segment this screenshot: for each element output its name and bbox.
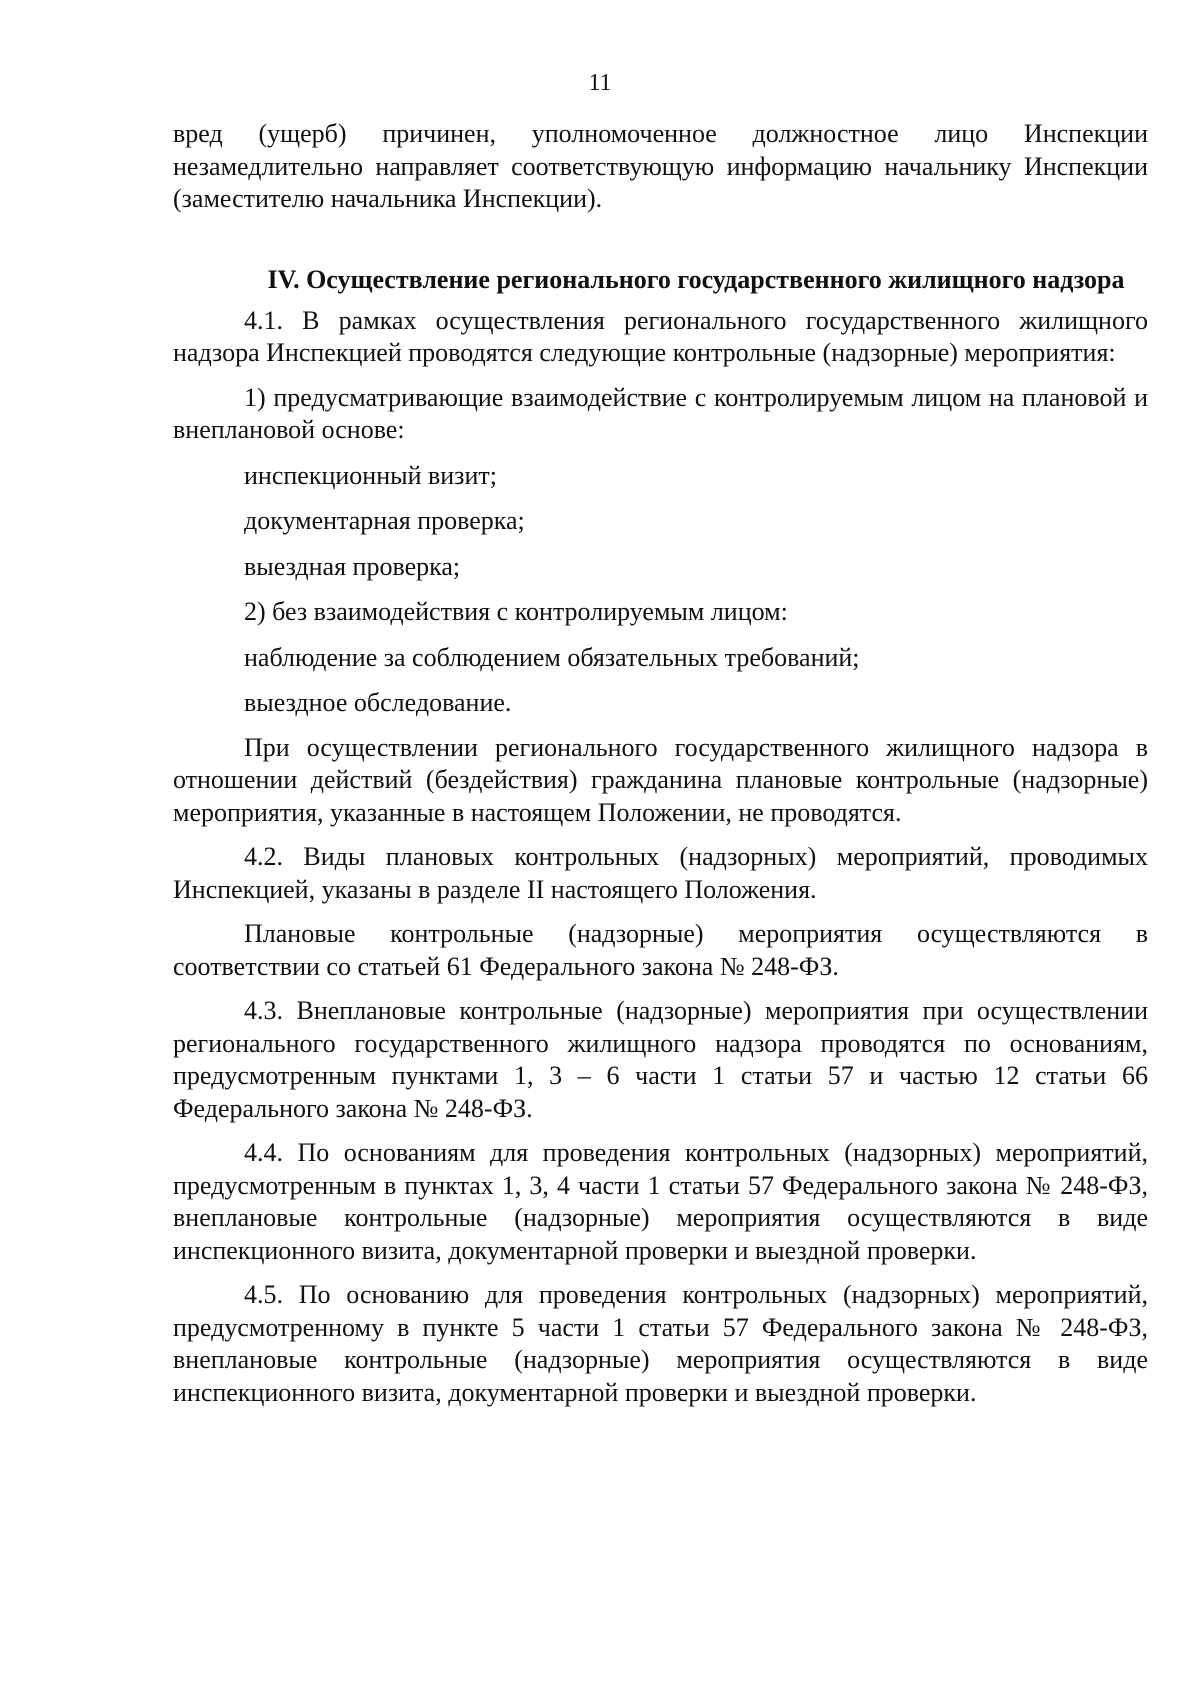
paragraph-4-1: 4.1. В рамках осуществления регионального государственного жилищного надзора Инспекцией проводятся следующие контрольные (надзорные) мероприятия: — [173, 305, 1148, 367]
list-item-field-survey: выездное обследование. — [244, 688, 512, 717]
list-item-document-check: документарная проверка; — [244, 506, 525, 535]
list-item-observation: наблюдение за соблюдением обязательных требований; — [244, 642, 860, 672]
list-item-field-check: выездная проверка; — [244, 551, 461, 581]
paragraph-4-3: 4.3. Внеплановые контрольные (надзорные) мероприятия при осуществлении регионального государственного жилищного надзора проводятся по основаниям, предусмотренным пунктами 1, 3 – 6 части 1 статьи 57 и частью 12 статьи 66 Федерального закона № 248-ФЗ. — [173, 996, 1148, 1123]
paragraph-continuation: вред (ущерб) причинен, уполномоченное должностное лицо Инспекции незамедлительно направляет соответствующую информацию начальнику Инспекции (заместителю начальника Инспекции). — [173, 119, 1148, 213]
list-item-inspection-visit: инспекционный визит; — [244, 460, 497, 490]
paragraph-citizen: При осуществлении регионального государственного жилищного надзора в отношении действий (бездействия) гражданина плановые контрольные (надзорные) мероприятия, указанные в настоящем Положении, не проводятся. — [173, 732, 1148, 827]
paragraph-4-5: 4.5. По основанию для проведения контрольных (надзорных) мероприятий, предусмотренному в пункте 5 части 1 статьи 57 Федерального закона № 248-ФЗ, внеплановые контрольные (надзорные) мероприятия осуществляются в виде инспекционного визита, документарной проверки и выездной проверки. — [173, 1280, 1148, 1407]
document-body — [173, 118, 1148, 1409]
paragraph-4-1-2: 2) без взаимодействия с контролируемым лицом: — [244, 597, 788, 626]
paragraph-4-1-1: 1) предусматривающие взаимодействие с контролируемым лицом на плановой и внеплановой основе: — [173, 382, 1148, 444]
paragraph-4-2: 4.2. Виды плановых контрольных (надзорных) мероприятий, проводимых Инспекцией, указаны в разделе II настоящего Положения. — [173, 842, 1148, 904]
page-number: 11 — [588, 70, 612, 96]
paragraph-4-4: 4.4. По основаниям для проведения контрольных (надзорных) мероприятий, предусмотренным в пунктах 1, 3, 4 части 1 статьи 57 Федерального закона № 248-ФЗ, внеплановые контрольные (надзорные) мероприятия осуществляются в виде инспекционного визита, документарной проверки и выездной проверки. — [173, 1138, 1148, 1265]
paragraph-4-2-b: Плановые контрольные (надзорные) мероприятия осуществляются в соответствии со статьей 61 Федерального закона № 248-ФЗ. — [173, 919, 1148, 981]
section-heading: IV. Осуществление регионального государственного жилищного надзора — [267, 264, 1125, 294]
